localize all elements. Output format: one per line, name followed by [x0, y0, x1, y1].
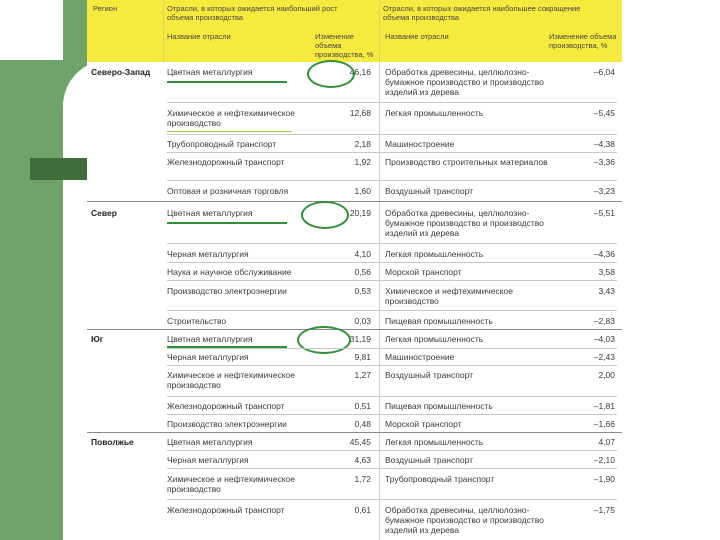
grow-value: 0,51 — [354, 401, 371, 411]
table-document — [87, 0, 622, 540]
highlight-underline — [167, 222, 287, 224]
grow-industry: Оптовая и розничная торговля — [167, 186, 289, 196]
grow-value: 0,48 — [354, 419, 371, 429]
decline-value: 3,58 — [598, 267, 615, 277]
header-divider — [163, 0, 164, 62]
decline-value: –1,90 — [593, 474, 615, 484]
region-label: Северо-Запад — [91, 67, 151, 77]
grow-industry: Трубопроводный транспорт — [167, 139, 277, 149]
row-separator — [167, 262, 617, 263]
decline-industry: Воздушный транспорт — [385, 186, 474, 196]
region-label: Поволжье — [91, 437, 134, 447]
grow-value: 46,16 — [349, 67, 371, 77]
decline-value: –1,66 — [593, 419, 615, 429]
decline-value: –3,36 — [593, 157, 615, 167]
decline-industry: Воздушный транспорт — [385, 455, 474, 465]
header-growth-title: Отрасли, в которых ожидается наибольший рост объема производства — [167, 4, 338, 22]
decline-value: –4,38 — [593, 139, 615, 149]
grow-industry: Цветная металлургия — [167, 67, 253, 77]
grow-industry: Химическое и нефтехимическое производство — [167, 474, 295, 494]
grow-value: 0,61 — [354, 505, 371, 515]
grow-value: 45,45 — [349, 437, 371, 447]
decline-industry: Легкая промышленность — [385, 249, 484, 259]
decline-industry: Машиностроение — [385, 352, 455, 362]
decline-industry: Пищевая промышленность — [385, 401, 493, 411]
decline-value: –4,03 — [593, 334, 615, 344]
decline-value: –4,36 — [593, 249, 615, 259]
row-separator — [167, 468, 617, 469]
grow-industry: Химическое и нефтехимическое производство — [167, 370, 295, 390]
grow-industry: Наука и научное обслуживание — [167, 267, 292, 277]
region-label: Север — [91, 208, 117, 218]
row-separator — [167, 152, 617, 153]
grow-industry: Железнодорожный транспорт — [167, 401, 285, 411]
grow-industry: Железнодорожный транспорт — [167, 505, 285, 515]
grow-value: 0,03 — [354, 316, 371, 326]
grow-industry: Черная металлургия — [167, 249, 249, 259]
highlight-circle — [301, 201, 349, 229]
header-divider — [379, 0, 380, 62]
row-separator — [167, 180, 617, 181]
row-separator — [167, 310, 617, 311]
region-separator — [87, 201, 622, 202]
grow-value: 2,18 — [354, 139, 371, 149]
decline-industry: Морской транспорт — [385, 419, 462, 429]
decline-value: –3,23 — [593, 186, 615, 196]
header-col-name: Название отрасли — [167, 32, 231, 41]
row-separator — [167, 134, 617, 135]
decline-industry: Машиностроение — [385, 139, 455, 149]
grow-value: 0,53 — [354, 286, 371, 296]
grow-industry: Производство электроэнергии — [167, 419, 287, 429]
decline-value: –5,51 — [593, 208, 615, 218]
decline-value: –1,75 — [593, 505, 615, 515]
decline-industry: Морской транспорт — [385, 267, 462, 277]
decline-value: –2,43 — [593, 352, 615, 362]
row-separator — [167, 450, 617, 451]
header-col-change-decline: Изменение объема производства, % — [549, 32, 617, 50]
grow-value: 4,63 — [354, 455, 371, 465]
row-separator — [167, 365, 617, 366]
grow-value: 20,19 — [349, 208, 371, 218]
decline-industry: Трубопроводный транспорт — [385, 474, 495, 484]
grow-industry: Черная металлургия — [167, 455, 249, 465]
decline-value: –5,45 — [593, 108, 615, 118]
decline-industry: Воздушный транспорт — [385, 370, 474, 380]
grow-industry: Цветная металлургия — [167, 437, 253, 447]
grow-value: 1,92 — [354, 157, 371, 167]
row-separator — [167, 396, 617, 397]
highlight-underline — [167, 81, 287, 83]
grow-value: 9,81 — [354, 352, 371, 362]
decline-value: 3,43 — [598, 286, 615, 296]
grow-value: 4,10 — [354, 249, 371, 259]
decline-industry: Производство строительных материалов — [385, 157, 548, 167]
region-label: Юг — [91, 334, 104, 344]
row-separator — [167, 102, 617, 103]
decline-industry: Обработка древесины, целлюлозно-бумажное производство и производство изделий из дерева — [385, 505, 544, 535]
decline-value: –2,10 — [593, 455, 615, 465]
grow-industry: Строительство — [167, 316, 227, 326]
left-tab — [30, 158, 87, 180]
decline-industry: Обработка древесины, целлюлозно-бумажное производство и производство изделий из дерева — [385, 67, 544, 97]
row-separator — [167, 499, 617, 500]
grow-industry: Цветная металлургия — [167, 334, 253, 344]
grow-industry: Железнодорожный транспорт — [167, 157, 285, 167]
region-separator — [87, 432, 622, 433]
grow-value: 12,68 — [349, 108, 371, 118]
row-separator — [167, 348, 617, 349]
decline-value: 2,00 — [598, 370, 615, 380]
highlight-circle — [297, 326, 351, 354]
header-region: Регион — [93, 4, 118, 13]
grow-value: 1,27 — [354, 370, 371, 380]
header-col-name2: Название отрасли — [385, 32, 449, 41]
header-decline-title: Отрасли, в которых ожидается наибольшее сокращение объема производства — [383, 4, 581, 22]
decline-industry: Легкая промышленность — [385, 437, 484, 447]
decline-industry: Пищевая промышленность — [385, 316, 493, 326]
highlight-underline — [167, 131, 292, 132]
row-separator — [167, 243, 617, 244]
header-col-change-growth: Изменение объема производства, % — [315, 32, 374, 59]
decline-value: –6,04 — [593, 67, 615, 77]
grow-value: 0,56 — [354, 267, 371, 277]
table-header — [87, 0, 622, 62]
decline-industry: Легкая промышленность — [385, 108, 484, 118]
region-separator — [87, 329, 622, 330]
decline-value: –2,83 — [593, 316, 615, 326]
row-separator — [167, 414, 617, 415]
decline-industry: Обработка древесины, целлюлозно-бумажное производство и производство изделий из дерева — [385, 208, 544, 238]
grow-value: 1,72 — [354, 474, 371, 484]
grow-industry: Производство электроэнергии — [167, 286, 287, 296]
grow-value: 31,19 — [349, 334, 371, 344]
decline-industry: Химическое и нефтехимическое производство — [385, 286, 513, 306]
grow-industry: Химическое и нефтехимическое производство — [167, 108, 295, 128]
decline-industry: Легкая промышленность — [385, 334, 484, 344]
grow-industry: Черная металлургия — [167, 352, 249, 362]
decline-value: 4,07 — [598, 437, 615, 447]
grow-industry: Цветная металлургия — [167, 208, 253, 218]
decline-value: –1,81 — [593, 401, 615, 411]
row-separator — [167, 280, 617, 281]
highlight-circle — [307, 60, 355, 88]
grow-value: 1,60 — [354, 186, 371, 196]
